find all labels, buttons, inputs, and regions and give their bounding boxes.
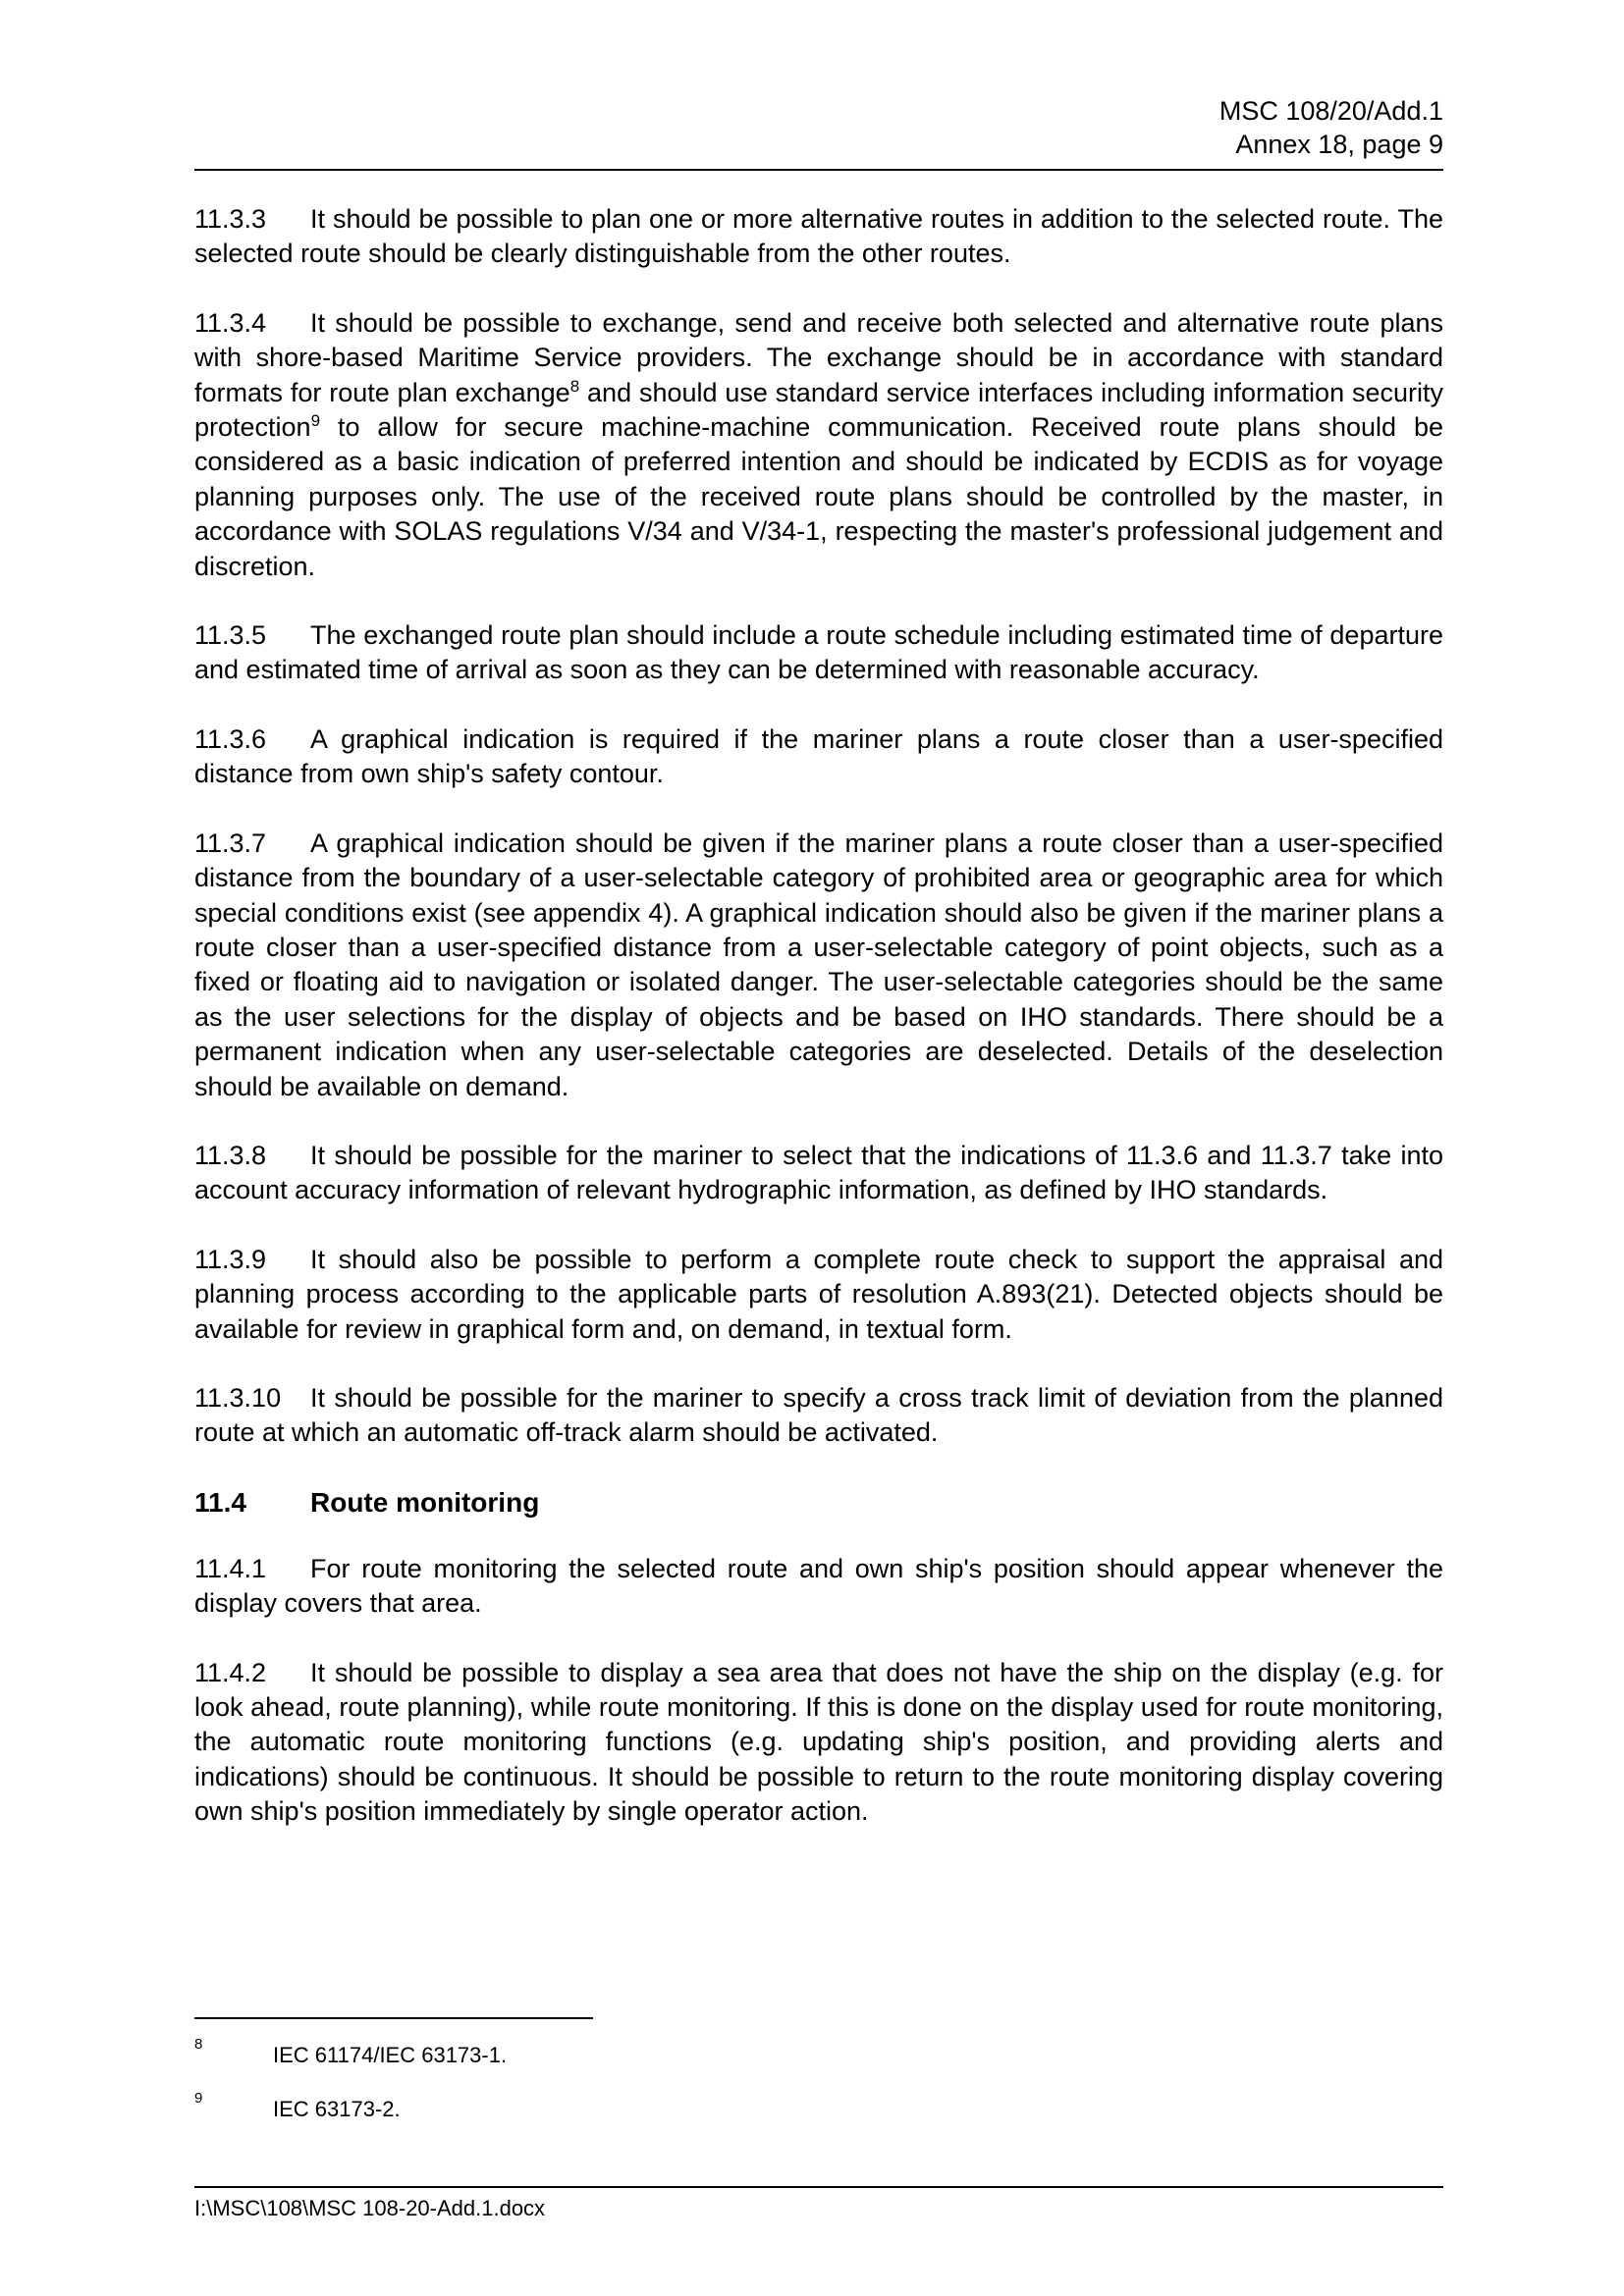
footnote-separator [194, 2017, 593, 2019]
paragraph-text: It should be possible for the mariner to select that the indications of 11.3.6 and 11.3.7 take into account accuracy information of relevant hydrographic information, as defined by IHO standards. [194, 1140, 1443, 1205]
section-heading [194, 1485, 1443, 1521]
paragraph-11-3-8 [194, 1139, 1443, 1208]
paragraph-text: It should be possible to exchange, send and receive both selected and alternative route plans with shore-based Maritime Service providers. The exchange should be in accordance with standard formats for route plan exchange [194, 307, 1443, 407]
header-rule [194, 169, 1443, 171]
paragraph-11-3-5 [194, 618, 1443, 688]
file-path-footer: I:\MSC\108\MSC 108-20-Add.1.docx [194, 2196, 546, 2220]
paragraph-number: 11.4.1 [194, 1553, 267, 1583]
footnote-text: IEC 61174/IEC 63173-1. [273, 2043, 508, 2067]
section-number: 11.4 [194, 1486, 246, 1518]
page-header [194, 94, 1443, 161]
footnote-reference[interactable]: 9 [310, 411, 321, 431]
paragraph-text: It should be possible to display a sea area that does not have the ship on the display (e.g. for look ahead, route planning), while route monitoring. If this is done on the display used for route monitoring, the automatic route monitoring functions (e.g. updating ship's position, and providing alerts and indications) should be continuous. It should be possible to return to the route monitoring display covering own ship's position immediately by single operator action. [194, 1657, 1443, 1827]
footnote-number: 8 [194, 2036, 203, 2053]
paragraph-number: 11.3.7 [194, 828, 267, 858]
paragraph-text: and should use standard service interfaces including information security protection [194, 377, 1443, 443]
paragraph-text: It should also be possible to perform a complete route check to support the appraisal and planning process according to the applicable parts of resolution A.893(21). Detected objects should be available for review in graphical form and, on demand, in textual form. [194, 1244, 1443, 1344]
paragraph-text: to allow for secure machine-machine communication. Received route plans should be considered as a basic indication of preferred intention and should be indicated by ECDIS as for voyage planning purposes only. The use of the received route plans should be controlled by the master, in accordance with SOLAS regulations V/34 and V/34-1, respecting the master's professional judgement and discretion. [194, 412, 1443, 581]
paragraph-number: 11.3.6 [194, 723, 267, 754]
footnote-item [194, 2036, 1176, 2090]
footer-rule [194, 2186, 1443, 2188]
footnote-item [194, 2090, 1176, 2144]
footnote-number: 9 [194, 2090, 203, 2107]
paragraph-number: 11.3.4 [194, 307, 267, 338]
paragraph-number: 11.3.10 [194, 1382, 282, 1413]
paragraph-text: A graphical indication is required if the mariner plans a route closer than a user-specified distance from own ship's safety contour. [194, 723, 1443, 789]
paragraph-11-3-9 [194, 1243, 1443, 1347]
paragraph-number: 11.3.8 [194, 1140, 267, 1170]
footnote-text: IEC 63173-2. [273, 2097, 401, 2121]
paragraph-text: It should be possible to plan one or more alternative routes in addition to the selected route. The selected route should be clearly distinguishable from the other routes. [194, 204, 1443, 269]
paragraph-text: It should be possible for the mariner to specify a cross track limit of deviation from the planned route at which an automatic off-track alarm should be activated. [194, 1382, 1443, 1448]
footnotes [194, 2036, 1176, 2144]
paragraph-number: 11.3.3 [194, 204, 267, 234]
paragraph-11-4-2 [194, 1656, 1443, 1830]
document-reference: MSC 108/20/Add.1 [1218, 96, 1443, 126]
paragraph-number: 11.3.5 [194, 620, 267, 651]
paragraph-text: For route monitoring the selected route and own ship's position should appear whenever the display covers that area. [194, 1553, 1443, 1619]
paragraph-11-4-1 [194, 1552, 1443, 1622]
paragraph-11-3-6 [194, 722, 1443, 792]
paragraph-11-3-7 [194, 827, 1443, 1104]
paragraph-text: A graphical indication should be given if the mariner plans a route closer than a user-specified distance from the boundary of a user-selectable category of prohibited area or geographic area for which special conditions exist (see appendix 4). A graphical indication should also be given if the mariner plans a route closer than a user-specified distance from a user-selectable category of point objects, such as a fixed or floating aid to navigation or isolated danger. The user-selectable categories should be the same as the user selections for the display of objects and be based on IHO standards. There should be a permanent indication when any user-selectable categories are deselected. Details of the deselection should be available on demand. [194, 828, 1443, 1101]
footnote-reference[interactable]: 8 [569, 376, 580, 396]
paragraph-text: The exchanged route plan should include a route schedule including estimated time of departure and estimated time of arrival as soon as they can be determined with reasonable accuracy. [194, 620, 1443, 685]
paragraph-number: 11.4.2 [194, 1657, 267, 1687]
document-body [194, 202, 1443, 1864]
paragraph-11-3-4 [194, 306, 1443, 584]
paragraph-11-3-10 [194, 1381, 1443, 1451]
paragraph-number: 11.3.9 [194, 1244, 267, 1274]
paragraph-11-3-3 [194, 202, 1443, 272]
annex-page-reference: Annex 18, page 9 [1235, 130, 1443, 159]
section-title: Route monitoring [310, 1486, 540, 1518]
